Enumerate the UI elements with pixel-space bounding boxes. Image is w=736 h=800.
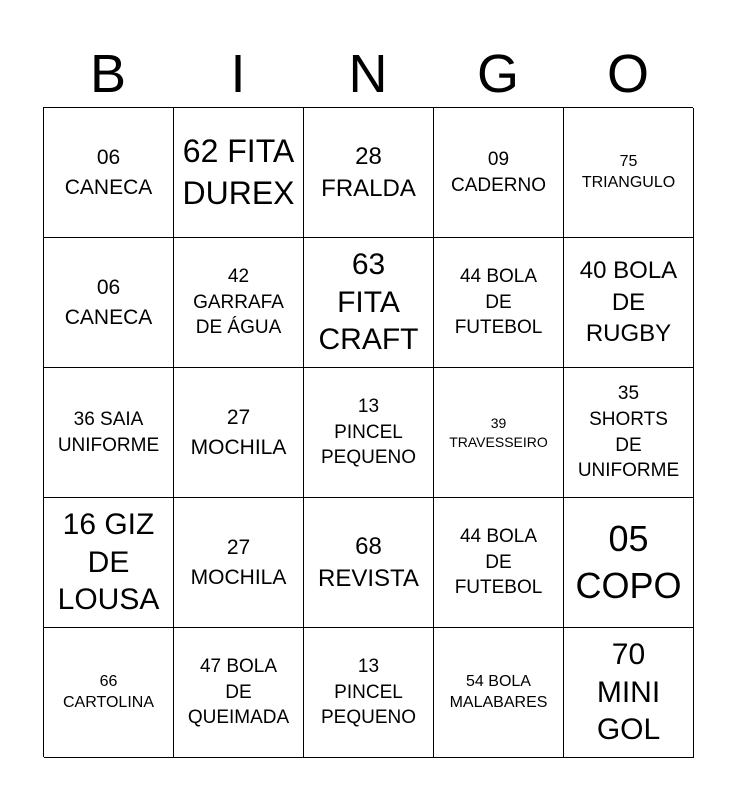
bingo-cell[interactable] [304, 238, 434, 368]
bingo-cell[interactable] [304, 498, 434, 628]
cell-text: 27 MOCHILA [190, 536, 287, 589]
cell-text: 09 CADERNO [450, 148, 546, 196]
bingo-cell[interactable] [304, 108, 434, 238]
cell-text: 36 SAIA UNIFORME [57, 408, 160, 456]
bingo-card-grid [43, 107, 693, 757]
cell-text: 06 CANECA [64, 276, 153, 329]
cell-text: 13 PINCEL PEQUENO [320, 656, 417, 729]
cell-text: 06 CANECA [64, 146, 153, 199]
cell-text: 54 BOLA MALABARES [449, 672, 548, 711]
bingo-cell[interactable] [44, 498, 174, 628]
bingo-cell[interactable] [44, 368, 174, 498]
bingo-cell[interactable] [564, 368, 694, 498]
bingo-cell[interactable] [434, 368, 564, 498]
bingo-cell[interactable] [434, 628, 564, 758]
header-letter-n: N [348, 44, 388, 104]
cell-text: 75 TRIANGULO [581, 152, 676, 191]
cell-text: 44 BOLA DE FUTEBOL [454, 526, 543, 599]
bingo-cell[interactable] [564, 108, 694, 238]
cell-text: 16 GIZ DE LOUSA [57, 508, 160, 617]
cell-text: 28 FRALDA [321, 142, 416, 202]
header-letter-b: B [89, 44, 127, 104]
cell-text: 47 BOLA DE QUEIMADA [187, 656, 290, 729]
bingo-cell[interactable] [44, 628, 174, 758]
bingo-cell[interactable] [174, 108, 304, 238]
cell-text: 42 GARRAFA DE ÁGUA [193, 266, 284, 339]
cell-text: 35 SHORTS DE UNIFORME [577, 383, 680, 482]
bingo-cell[interactable] [564, 238, 694, 368]
cell-text: 70 MINI GOL [596, 638, 661, 747]
cell-text: 13 PINCEL PEQUENO [320, 396, 417, 469]
cell-text: 66 CARTOLINA [63, 672, 154, 711]
header-letter-o: O [606, 44, 649, 104]
cell-text: 44 BOLA DE FUTEBOL [454, 266, 543, 339]
header-letter-g: G [476, 44, 519, 104]
bingo-cell[interactable] [564, 628, 694, 758]
bingo-cell[interactable] [174, 368, 304, 498]
bingo-header [43, 40, 693, 108]
cell-text: 05 COPO [575, 517, 682, 606]
cell-text: 63 FITA CRAFT [318, 248, 419, 357]
cell-text: 62 FITA DUREX [182, 132, 295, 211]
bingo-cell[interactable] [434, 108, 564, 238]
header-letter-i: I [230, 44, 246, 104]
bingo-cell[interactable] [174, 628, 304, 758]
bingo-cell[interactable] [304, 628, 434, 758]
cell-text: 68 REVISTA [318, 532, 419, 592]
bingo-cell[interactable] [174, 498, 304, 628]
cell-text: 27 MOCHILA [190, 406, 287, 459]
bingo-cell[interactable] [564, 498, 694, 628]
bingo-cell[interactable] [434, 238, 564, 368]
bingo-cell[interactable] [304, 368, 434, 498]
bingo-cell[interactable] [174, 238, 304, 368]
cell-text: 39 TRAVESSEIRO [449, 415, 548, 450]
bingo-cell[interactable] [434, 498, 564, 628]
bingo-cell[interactable] [44, 238, 174, 368]
cell-text: 40 BOLA DE RUGBY [579, 256, 678, 348]
bingo-cell[interactable] [44, 108, 174, 238]
